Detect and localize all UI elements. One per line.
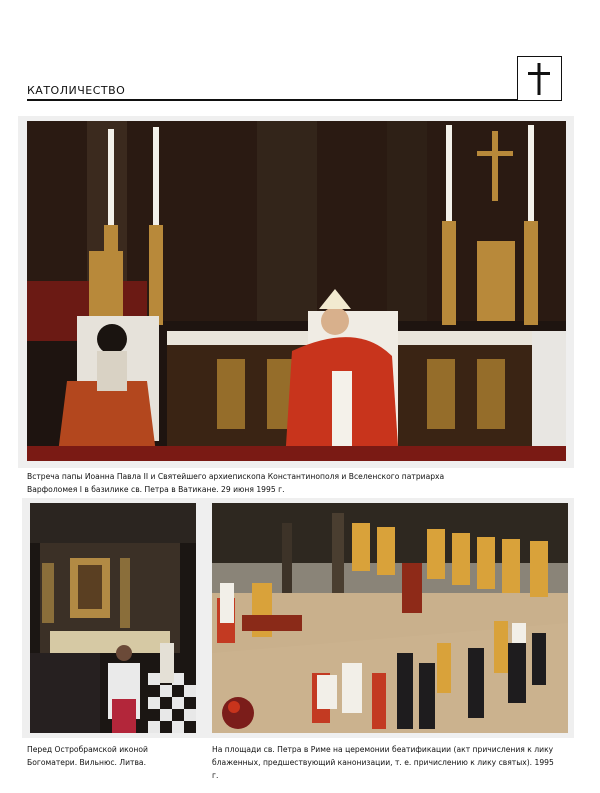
section-title: КАТОЛИЧЕСТВО [27, 84, 126, 97]
latin-cross-icon [518, 57, 560, 99]
bottom-left-caption: Перед Остробрамской иконой Богоматери. Вильнюс. Литва. [27, 745, 148, 767]
main-photo-caption: Встреча папы Иоанна Павла II и Святейшего архиепископа Константинополя и Вселенского патриарха Варфоломея I в базилике св. Петра в Ватикане. 29 июня 1995 г. [27, 472, 445, 494]
header-rule [27, 99, 519, 101]
main-photo [27, 121, 566, 461]
bottom-right-caption: На площади св. Петра в Риме на церемонии беатификации (акт причисления к лику блаженных, предшествующий канонизации, т. е. причислению к лику святых). 1995 г. [212, 745, 554, 780]
cross-emblem [517, 56, 562, 101]
bottom-right-photo [212, 503, 568, 733]
bottom-left-photo [30, 503, 196, 733]
